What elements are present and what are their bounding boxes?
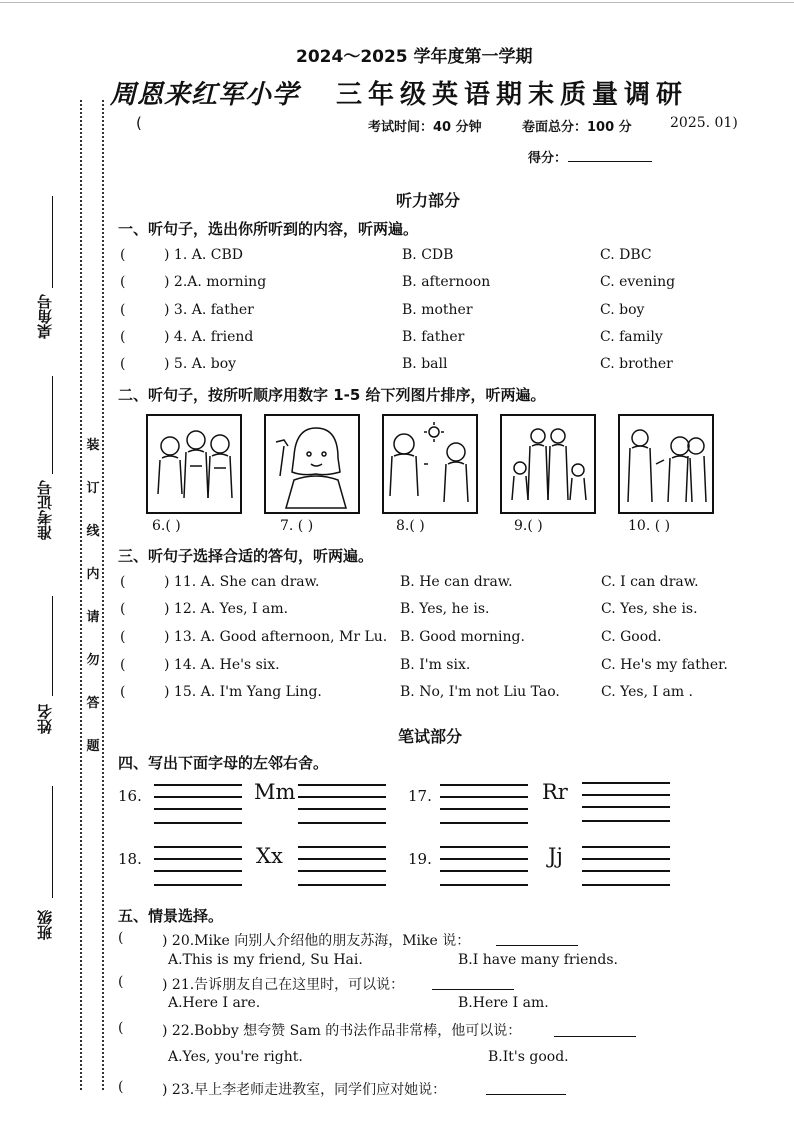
binding-line-outer bbox=[80, 100, 82, 1090]
seat-label: 桌角号 bbox=[36, 294, 54, 339]
picture-4 bbox=[500, 414, 596, 514]
answer-paren: ( bbox=[120, 601, 126, 617]
question-option-a: ) 13. A. Good afternoon, Mr Lu. bbox=[164, 629, 388, 645]
question-number: 19. bbox=[408, 850, 432, 868]
letter-prompt: Xx bbox=[256, 844, 283, 868]
question-number: 18. bbox=[118, 850, 142, 868]
option-c: C. Yes, I am . bbox=[601, 684, 694, 700]
answer-paren: ( bbox=[120, 657, 126, 673]
class-blank[interactable] bbox=[52, 786, 53, 898]
answer-paren: ( bbox=[118, 930, 124, 946]
family-group-illustration bbox=[502, 416, 594, 512]
picture-3 bbox=[382, 414, 478, 514]
option-b: B. father bbox=[402, 329, 465, 345]
name-field[interactable] bbox=[30, 596, 56, 756]
year-term: 2024～2025 学年度第一学期 bbox=[296, 47, 533, 67]
section4-heading: 四、写出下面字母的左邻右舍。 bbox=[118, 754, 329, 772]
option-a: A.This is my friend, Su Hai. bbox=[168, 952, 363, 968]
option-b: B. Good morning. bbox=[400, 629, 525, 645]
ticket-field[interactable] bbox=[30, 376, 56, 566]
answer-paren: ( bbox=[118, 1079, 124, 1095]
binding-char: 装 bbox=[86, 438, 100, 453]
picture-5 bbox=[618, 414, 714, 514]
letter-prompt: Jj bbox=[548, 844, 563, 868]
question-text: ) 21.告诉朋友自己在这里时，可以说： bbox=[162, 977, 405, 993]
question-option-a: ) 5. A. boy bbox=[164, 356, 237, 372]
option-c: C. Yes, she is. bbox=[601, 601, 698, 617]
picture-label-3[interactable]: 8.( ) bbox=[396, 518, 425, 534]
option-b: B. No, I'm not Liu Tao. bbox=[400, 684, 560, 700]
question-option-a: ) 2.A. morning bbox=[164, 274, 267, 290]
answer-paren: ( bbox=[120, 274, 126, 290]
name-label: 姓名 bbox=[36, 704, 54, 734]
option-c: C. He's my father. bbox=[601, 657, 728, 673]
greeting-illustration bbox=[620, 416, 712, 512]
option-b: B.Here I am. bbox=[458, 995, 549, 1011]
section2-heading: 二、听句子，按所听顺序用数字 1-5 给下列图片排序，听两遍。 bbox=[118, 386, 546, 404]
question-number: 16. bbox=[118, 787, 142, 805]
option-b: B. ball bbox=[402, 356, 448, 372]
binding-char: 请 bbox=[86, 610, 100, 625]
class-field[interactable] bbox=[30, 786, 56, 956]
seat-blank[interactable] bbox=[52, 196, 53, 288]
option-b: B.It's good. bbox=[488, 1049, 569, 1065]
option-c: C. I can draw. bbox=[601, 574, 699, 590]
option-c: C. brother bbox=[600, 356, 673, 372]
section1-heading: 一、听句子，选出你所听到的内容，听两遍。 bbox=[118, 220, 419, 238]
option-c: C. DBC bbox=[600, 247, 652, 263]
letter-prompt: Rr bbox=[542, 780, 568, 804]
picture-label-2[interactable]: 7. ( ) bbox=[280, 518, 314, 534]
score-blank[interactable] bbox=[568, 161, 652, 162]
question-option-a: ) 11. A. She can draw. bbox=[164, 574, 320, 590]
girl-waving-illustration bbox=[266, 416, 358, 512]
question-number: 17. bbox=[408, 787, 432, 805]
exam-title: 三年级英语期末质量调研 bbox=[336, 80, 689, 110]
ticket-label: 准考证号 bbox=[36, 480, 54, 540]
open-paren: ( bbox=[136, 114, 142, 132]
binding-char: 答 bbox=[86, 696, 100, 711]
binding-char: 勿 bbox=[86, 653, 100, 668]
option-c: C. Good. bbox=[601, 629, 662, 645]
score-label: 得分： bbox=[528, 151, 568, 166]
answer-paren: ( bbox=[120, 684, 126, 700]
answer-paren: ( bbox=[120, 247, 126, 263]
binding-char: 内 bbox=[86, 567, 100, 582]
answer-paren: ( bbox=[120, 329, 126, 345]
question-option-a: ) 14. A. He's six. bbox=[164, 657, 280, 673]
answer-paren: ( bbox=[120, 574, 126, 590]
answer-paren: ( bbox=[118, 974, 124, 990]
class-label: 班级 bbox=[36, 910, 54, 940]
option-b: B. afternoon bbox=[402, 274, 491, 290]
answer-blank[interactable] bbox=[554, 1036, 636, 1037]
binding-char: 题 bbox=[86, 739, 100, 754]
top-border bbox=[0, 2, 794, 3]
picture-label-5[interactable]: 10. ( ) bbox=[628, 518, 671, 534]
question-text: ) 22.Bobby 想夸赞 Sam 的书法作品非常棒，他可以说： bbox=[162, 1023, 522, 1039]
option-a: A.Here I are. bbox=[168, 995, 261, 1011]
question-option-a: ) 4. A. friend bbox=[164, 329, 254, 345]
answer-blank[interactable] bbox=[496, 945, 578, 946]
family-illustration bbox=[148, 416, 240, 512]
question-option-a: ) 12. A. Yes, I am. bbox=[164, 601, 289, 617]
question-option-a: ) 1. A. CBD bbox=[164, 247, 243, 263]
picture-1 bbox=[146, 414, 242, 514]
answer-paren: ( bbox=[120, 356, 126, 372]
question-text: ) 23.早上李老师走进教室，同学们应对她说： bbox=[162, 1082, 447, 1098]
question-option-a: ) 15. A. I'm Yang Ling. bbox=[164, 684, 322, 700]
picture-label-4[interactable]: 9.( ) bbox=[514, 518, 543, 534]
exam-date: 2025. 01) bbox=[670, 115, 738, 131]
question-option-a: ) 3. A. father bbox=[164, 302, 254, 318]
option-c: C. family bbox=[600, 329, 663, 345]
option-b: B. mother bbox=[402, 302, 473, 318]
answer-paren: ( bbox=[118, 1020, 124, 1036]
binding-notice bbox=[84, 424, 102, 768]
exam-total: 卷面总分：100 分 bbox=[522, 120, 632, 135]
answer-blank[interactable] bbox=[432, 989, 514, 990]
section5-heading: 五、情景选择。 bbox=[118, 907, 224, 925]
option-b: B. He can draw. bbox=[400, 574, 513, 590]
letter-prompt: Mm bbox=[254, 780, 296, 804]
school-name: 周恩来红军小学 bbox=[110, 80, 300, 110]
exam-time: 考试时间：40 分钟 bbox=[368, 120, 482, 135]
option-b: B. CDB bbox=[402, 247, 454, 263]
written-title: 笔试部分 bbox=[398, 727, 463, 746]
option-b: B. Yes, he is. bbox=[400, 601, 490, 617]
option-a: A.Yes, you're right. bbox=[168, 1049, 303, 1065]
ticket-blank[interactable] bbox=[52, 376, 53, 474]
binding-line-inner bbox=[102, 100, 104, 1090]
option-b: B. I'm six. bbox=[400, 657, 471, 673]
option-c: C. evening bbox=[600, 274, 676, 290]
option-c: C. boy bbox=[600, 302, 645, 318]
answer-paren: ( bbox=[120, 629, 126, 645]
question-text: ) 20.Mike 向别人介绍他的朋友苏海，Mike 说： bbox=[162, 933, 471, 949]
binding-char: 线 bbox=[86, 524, 100, 539]
answer-paren: ( bbox=[120, 302, 126, 318]
two-people-sun-illustration bbox=[384, 416, 476, 512]
binding-char: 订 bbox=[86, 481, 100, 496]
picture-2 bbox=[264, 414, 360, 514]
picture-label-1[interactable]: 6.( ) bbox=[152, 518, 181, 534]
section3-heading: 三、听句子选择合适的答句，听两遍。 bbox=[118, 547, 374, 565]
listening-title: 听力部分 bbox=[396, 191, 461, 210]
seat-field[interactable] bbox=[30, 196, 56, 356]
option-b: B.I have many friends. bbox=[458, 952, 618, 968]
name-blank[interactable] bbox=[52, 596, 53, 696]
answer-blank[interactable] bbox=[486, 1094, 566, 1095]
